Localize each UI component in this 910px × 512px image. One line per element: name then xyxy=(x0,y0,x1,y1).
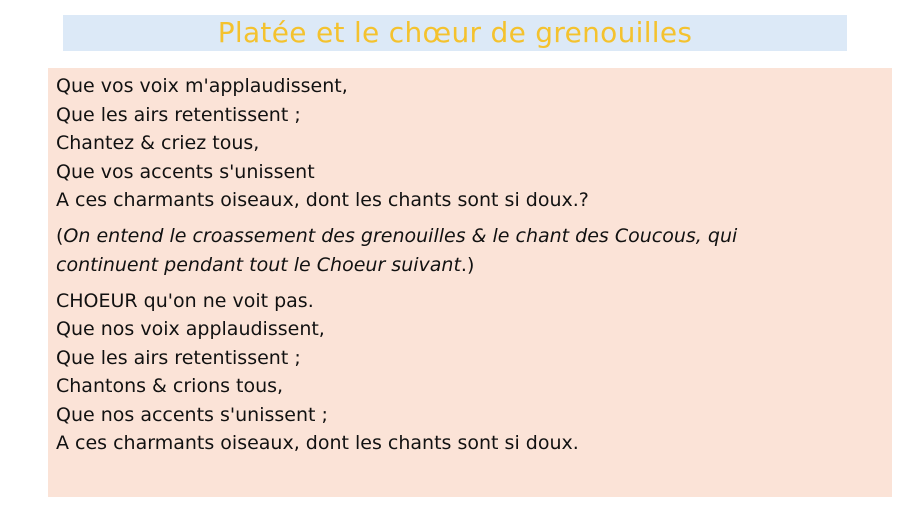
lyric-line: A ces charmants oiseaux, dont les chants sont si doux. xyxy=(56,432,579,454)
stage-direction-line-2 xyxy=(56,251,892,280)
chorus-heading: CHOEUR qu'on ne voit pas. xyxy=(56,289,314,312)
stage-direction-text-2: continuent pendant tout le Choeur suivant xyxy=(56,253,461,276)
lyric-line: A ces charmants oiseaux, dont les chants sont si doux.? xyxy=(56,189,589,211)
lyric-line: Que nos accents s'unissent ; xyxy=(56,403,328,426)
lyrics-box xyxy=(48,68,892,497)
stanza-platee xyxy=(56,72,892,215)
lyric-line: Que vos voix m'applaudissent, xyxy=(56,75,348,97)
slide-title: Platée et le chœur de grenouilles xyxy=(217,16,693,49)
lyric-line: Chantez & criez tous, xyxy=(56,132,260,154)
stage-direction-line-1 xyxy=(56,222,892,251)
lyric-line: Que les airs retentissent ; xyxy=(56,103,301,126)
stage-direction xyxy=(56,222,892,280)
title-bar xyxy=(63,15,847,51)
lyric-line: Que vos accents s'unissent xyxy=(56,160,315,183)
lyric-line: Que les airs retentissent ; xyxy=(56,346,301,369)
lyric-line: Que nos voix applaudissent, xyxy=(56,318,325,340)
stage-direction-text-1: On entend le croassement des grenouilles & le chant des Coucous, qui xyxy=(63,224,738,247)
close-paren: .) xyxy=(460,253,475,276)
open-paren: ( xyxy=(56,224,64,247)
lyric-line: Chantons & crions tous, xyxy=(56,375,284,397)
stanza-chorus xyxy=(56,287,892,458)
